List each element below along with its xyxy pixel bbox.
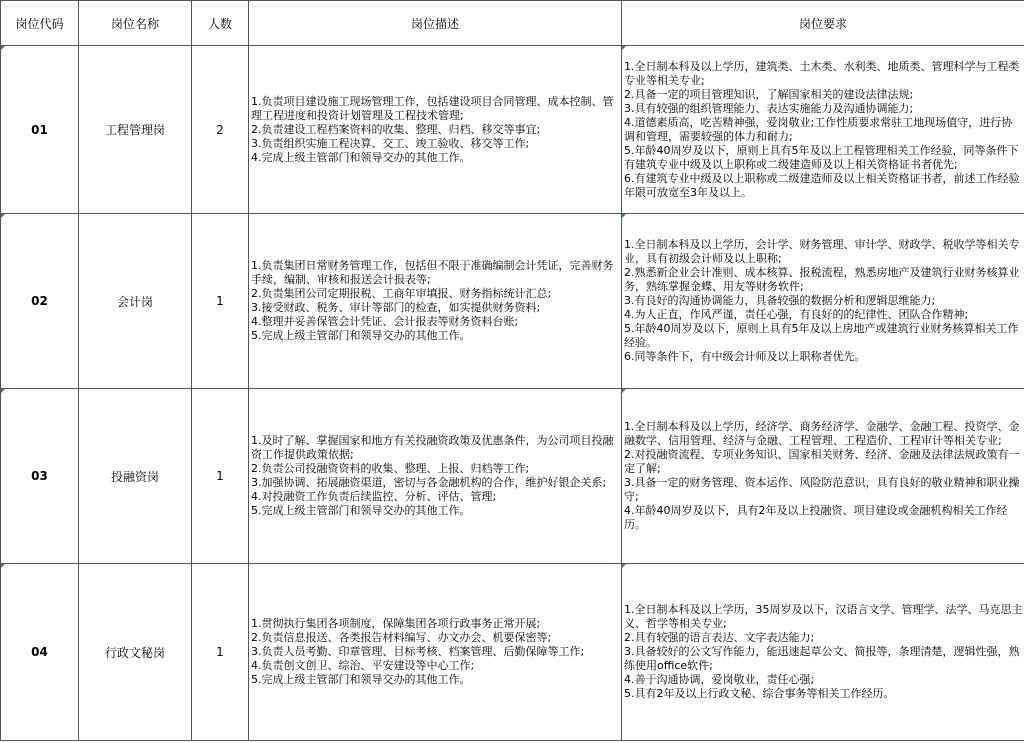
table-row [1,46,1024,214]
headcount: 1 [192,389,249,564]
description-line: 2.负责公司投融资资料的收集、整理、上报、归档等工作; [251,462,530,475]
description-line: 4.负责创文创卫、综治、平安建设等中心工作; [251,659,475,672]
description-line: 3.负责人员考勤、印章管理、目标考核、档案管理、后勤保障等工作; [251,645,585,658]
position-name: 会计岗 [79,214,192,389]
requirement-line: 4.年龄40周岁及以下，具有2年及以上投融资、项目建设或金融机构相关工作经历。 [624,504,1008,531]
position-name: 工程管理岗 [79,46,192,214]
requirement-line: 6.同等条件下，有中级会计师及以上职称者优先。 [624,350,866,363]
description-line: 2.负责集团公司定期报税、工商年审填报、财务指标统计汇总; [251,287,552,300]
position-code: 04 [1,564,79,741]
header-row [1,1,1024,46]
position-code: 03 [1,389,79,564]
description-line: 5.完成上级主管部门和领导交办的其他工作。 [251,504,471,517]
headcount: 2 [192,46,249,214]
description-line: 1.负责项目建设施工现场管理工作，包括建设项目合同管理、成本控制、管理工程进度和投资计划管理及工程技术管理; [251,94,614,122]
position-requirements [622,214,1024,389]
table-row [1,564,1024,741]
requirement-line: 3.有良好的沟通协调能力，具备较强的数据分析和逻辑思维能力; [624,294,936,307]
header-position-code: 岗位代码 [1,1,79,46]
headcount: 1 [192,214,249,389]
description-line: 1.及时了解、掌握国家和地方有关投融资政策及优惠条件，为公司项目投融资工作提供政策依据; [251,434,614,461]
description-line: 2.负责建设工程档案资料的收集、整理、归档、移交等事宜; [251,122,541,136]
position-name: 投融资岗 [79,389,192,564]
requirement-line: 3.具备一定的财务管理、资本运作、风险防范意识，具有良好的敬业精神和职业操守; [624,476,1020,503]
requirement-line: 5.年龄40周岁及以下，原则上具有5年及以上房地产或建筑行业财务核算相关工作经验。 [624,322,1019,349]
requirement-line: 3.具备较好的公文写作能力，能迅速起草公文、简报等，条理清楚，逻辑性强，熟练使用office软件; [624,645,1020,672]
requirement-line: 1.全日制本科及以上学历，会计学、财务管理、审计学、财政学、税收学等相关专业，具有初级会计师及以上职称; [624,238,1020,265]
description-line: 4.完成上级主管部门和领导交办的其他工作。 [251,150,471,164]
table-row [1,389,1024,564]
description-line: 3.加强协调、拓展融资渠道，密切与各金融机构的合作，维护好银企关系; [251,476,607,489]
description-line: 3.接受财政、税务、审计等部门的检查，如实提供财务资料; [251,301,541,314]
requirement-line: 1.全日制本科及以上学历，经济学、商务经济学、金融学、金融工程、投资学、金融数学、信用管理、经济与金融、工程管理、工程造价、工程审计等相关专业; [624,420,1020,447]
requirement-line: 2.具有较强的语言表达、文字表达能力; [624,631,815,644]
position-name: 行政文秘岗 [79,564,192,741]
header-headcount: 人数 [192,1,249,46]
position-description [249,389,622,564]
position-requirements [622,564,1024,741]
position-code: 01 [1,46,79,214]
requirement-line: 2.对投融资流程、专项业务知识、国家相关财务、经济、金融及法律法规政策有一定了解; [624,448,1020,475]
description-line: 4.对投融资工作负责后续监控、分析、评估、管理; [251,490,497,503]
position-description [249,46,622,214]
headcount: 1 [192,564,249,741]
description-line: 4.整理并妥善保管会计凭证、会计报表等财务资料台账; [251,315,519,328]
requirement-line: 4.善于沟通协调，爱岗敬业，责任心强; [624,673,815,686]
position-requirements [622,46,1024,214]
description-line: 3.负责组织实施工程决算、交工、竣工验收、移交等工作; [251,136,530,150]
description-line: 5.完成上级主管部门和领导交办的其他工作。 [251,673,471,686]
requirement-line: 5.年龄40周岁及以下，原则上具有5年及以上工程管理相关工作经验，同等条件下有建筑专业中级及以上职称或二级建造师及以上相关资格证书者优先; [624,143,1019,171]
description-line: 1.负责集团日常财务管理工作，包括但不限于准确编制会计凭证，完善财务手续，编制、审核和报送会计报表等; [251,259,614,286]
position-code: 02 [1,214,79,389]
position-description [249,214,622,389]
description-line: 1.贯彻执行集团各项制度，保障集团各项行政事务正常开展; [251,617,541,630]
requirement-line: 1.全日制本科及以上学历，35周岁及以下，汉语言文学、管理学、法学、马克思主义、哲学等相关专业; [624,603,1023,630]
position-description [249,564,622,741]
table-row [1,214,1024,389]
position-requirements [622,389,1024,564]
requirement-line: 5.具有2年及以上行政文秘、综合事务等相关工作经历。 [624,687,895,700]
requirement-line: 4.为人正直，作风严谨，责任心强，有良好的的纪律性、团队合作精神; [624,308,969,321]
requirement-line: 1.全日制本科及以上学历，建筑类、土木类、水利类、地质类、管理科学与工程类专业等相关专业; [624,59,1020,87]
header-position-name: 岗位名称 [79,1,192,46]
header-position-description: 岗位描述 [249,1,622,46]
requirement-line: 3.具有较强的组织管理能力、表达实施能力及沟通协调能力; [624,101,914,115]
requirement-line: 2.熟悉新企业会计准则、成本核算、报税流程，熟悉房地产及建筑行业财务核算业务，熟练掌握金蝶、用友等财务软件; [624,266,1020,293]
description-line: 2.负责信息报送、各类报告材料编写、办文办会、机要保密等; [251,631,552,644]
header-position-requirements: 岗位要求 [622,1,1024,46]
requirement-line: 4.道德素质高，吃苦精神强，爱岗敬业;工作性质要求常驻工地现场值守，进行协调和管理，需要较强的体力和耐力; [624,115,1013,143]
description-line: 5.完成上级主管部门和领导交办的其他工作。 [251,329,471,342]
requirement-line: 6.有建筑专业中级及以上职称或二级建造师及以上相关资格证书者，前述工作经验年限可放宽至3年及以上。 [624,171,1020,199]
requirement-line: 2.具备一定的项目管理知识，了解国家相关的建设法律法规; [624,87,914,101]
